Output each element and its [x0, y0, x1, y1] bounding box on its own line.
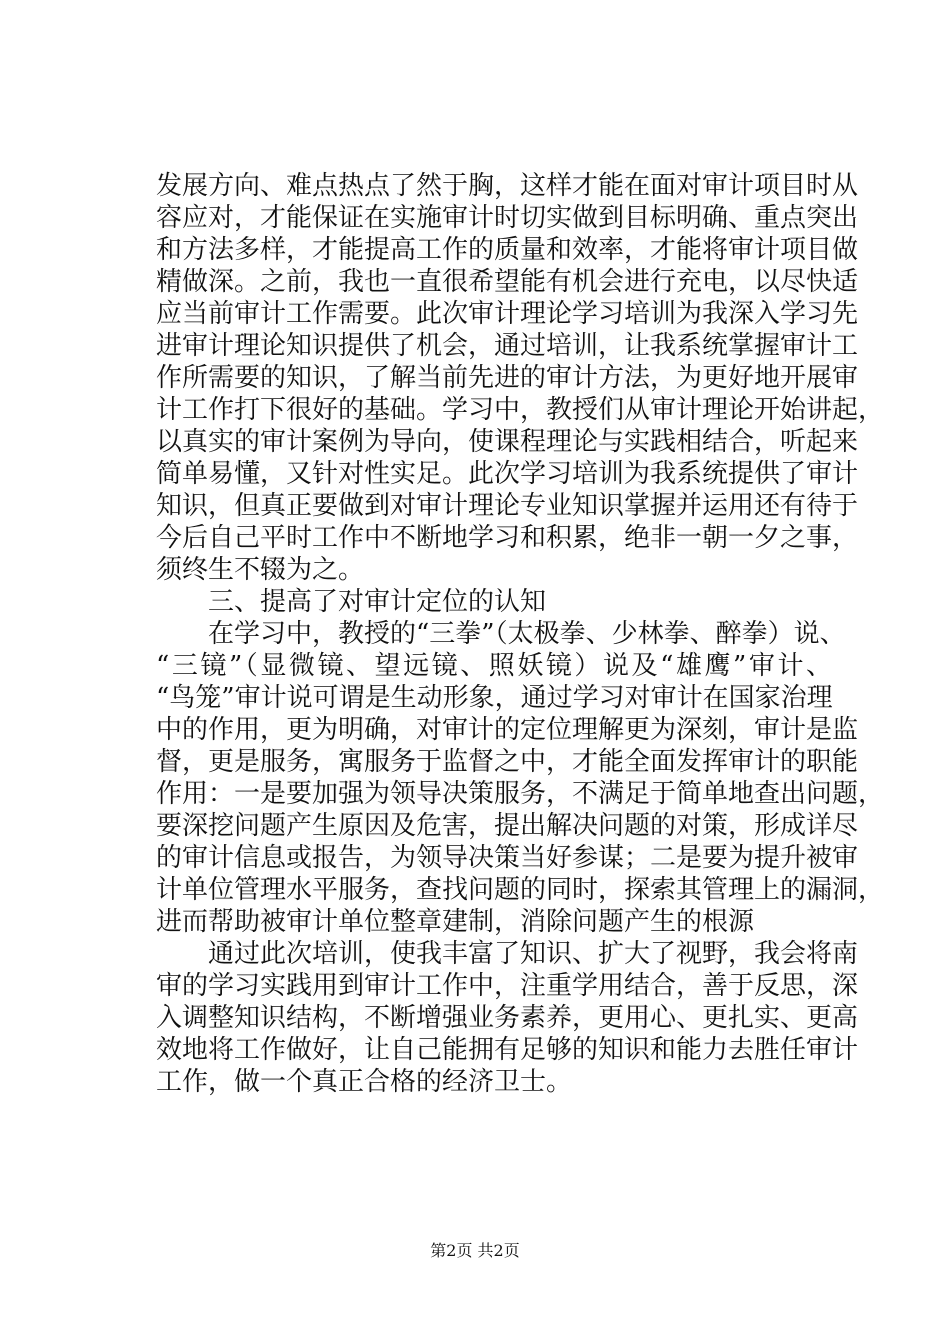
document-body	[156, 170, 885, 1098]
text-line: 知识，但真正要做到对审计理论专业知识掌握并运用还有待于	[156, 491, 859, 521]
text-line: 发展方向、难点热点了然于胸，这样才能在面对审计项目时从	[156, 171, 859, 201]
text-line: 计工作打下很好的基础。学习中，教授们从审计理论开始讲起，	[156, 395, 885, 425]
text-line: 督，更是服务，寓服务于监督之中，才能全面发挥审计的职能	[156, 747, 859, 777]
text-line: 须终生不辍为之。	[156, 555, 365, 585]
text-line: 要深挖问题产生原因及危害，提出解决问题的对策，形成详尽	[156, 811, 859, 841]
text-line: 容应对，才能保证在实施审计时切实做到目标明确、重点突出	[156, 203, 859, 233]
text-line: 工作，做一个真正合格的经济卫士。	[156, 1067, 573, 1097]
text-line: 以真实的审计案例为导向，使课程理论与实践相结合，听起来	[156, 427, 859, 457]
text-line: 进审计理论知识提供了机会，通过培训，让我系统掌握审计工	[156, 331, 859, 361]
text-line: 入调整知识结构，不断增强业务素养，更用心、更扎实、更高	[156, 1003, 859, 1033]
text-line: 效地将工作做好，让自己能拥有足够的知识和能力去胜任审计	[156, 1035, 859, 1065]
section-heading: 三、提高了对审计定位的认知	[208, 587, 547, 617]
page-footer	[0, 1240, 950, 1262]
text-line: 应当前审计工作需要。此次审计理论学习培训为我深入学习先	[156, 299, 859, 329]
text-line: 作用：一是要加强为领导决策服务，不满足于简单地查出问题，	[156, 779, 885, 809]
text-line: 简单易懂，又针对性实足。此次学习培训为我系统提供了审计	[156, 459, 859, 489]
page-number: 第2页 共2页	[430, 1241, 520, 1260]
text-line: 作所需要的知识，了解当前先进的审计方法，为更好地开展审	[156, 363, 859, 393]
text-line: 计单位管理水平服务，查找问题的同时，探索其管理上的漏洞，	[156, 875, 885, 905]
text-line: 审的学习实践用到审计工作中，注重学用结合，善于反思，深	[156, 971, 859, 1001]
text-line: “鸟笼”审计说可谓是生动形象，通过学习对审计在国家治理	[156, 683, 833, 713]
text-line: 通过此次培训，使我丰富了知识、扩大了视野，我会将南	[208, 939, 859, 969]
text-line: 和方法多样，才能提高工作的质量和效率，才能将审计项目做	[156, 235, 859, 265]
text-line: 的审计信息或报告，为领导决策当好参谋；二是要为提升被审	[156, 843, 859, 873]
text-line: 进而帮助被审计单位整章建制，消除问题产生的根源	[156, 907, 755, 937]
text-line: 在学习中，教授的“三拳”（太极拳、少林拳、醉拳）说、	[208, 619, 846, 649]
text-line: 精做深。之前，我也一直很希望能有机会进行充电，以尽快适	[156, 267, 859, 297]
text-line: 中的作用，更为明确，对审计的定位理解更为深刻，审计是监	[156, 715, 859, 745]
text-line: “三镜”（显微镜、望远镜、照妖镜）说及“雄鹰”审计、	[156, 651, 832, 681]
text-line: 今后自己平时工作中不断地学习和积累，绝非一朝一夕之事，	[156, 523, 859, 553]
